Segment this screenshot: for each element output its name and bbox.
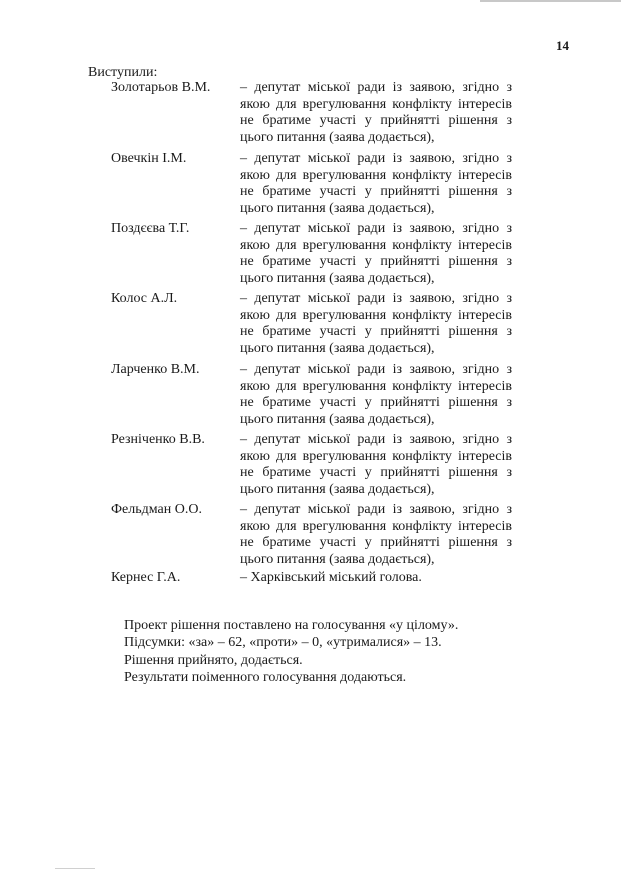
scan-edge-line <box>55 868 95 869</box>
summary-line: Підсумки: «за» – 62, «проти» – 0, «утрималися» – 13. <box>124 635 442 651</box>
speaker-remark: – депутат міської ради із заявою, згідно з якою для врегулювання конфлікту інтересів не братиме участі у прийнятті рішення з цього питання (заява додається), <box>240 502 512 567</box>
speaker-name: Кернес Г.А. <box>111 570 181 585</box>
speaker-name: Резніченко В.В. <box>111 432 205 447</box>
speaker-name: Колос А.Л. <box>111 291 178 306</box>
speaker-remark: – депутат міської ради із заявою, згідно з якою для врегулювання конфлікту інтересів не братиме участі у прийнятті рішення з цього питання (заява додається), <box>240 362 512 427</box>
speaker-remark: – депутат міської ради із заявою, згідно з якою для врегулювання конфлікту інтересів не братиме участі у прийнятті рішення з цього питання (заява додається), <box>240 432 512 497</box>
summary-line: Результати поіменного голосування додаються. <box>124 670 407 686</box>
speaker-name: Овечкін І.М. <box>111 151 187 166</box>
speaker-name: Золотарьов В.М. <box>111 80 211 95</box>
speaker-name: Ларченко В.М. <box>111 362 200 377</box>
summary-line: Проект рішення поставлено на голосування «у цілому». <box>124 618 459 633</box>
scan-edge-line <box>480 0 621 2</box>
voting-summary <box>124 617 458 687</box>
summary-line: Рішення прийнято, додається. <box>124 652 303 668</box>
speaker-name: Поздєєва Т.Г. <box>111 221 190 236</box>
speaker-remark: – депутат міської ради із заявою, згідно з якою для врегулювання конфлікту інтересів не братиме участі у прийнятті рішення з цього питання (заява додається), <box>240 80 512 145</box>
speaker-remark: – Харківський міський голова. <box>240 570 422 585</box>
speaker-remark: – депутат міської ради із заявою, згідно з якою для врегулювання конфлікту інтересів не братиме участі у прийнятті рішення з цього питання (заява додається), <box>240 221 512 286</box>
speakers-heading: Виступили: <box>88 65 158 80</box>
page-number: 14 <box>556 38 569 53</box>
speaker-name: Фельдман О.О. <box>111 502 202 517</box>
speaker-remark: – депутат міської ради із заявою, згідно з якою для врегулювання конфлікту інтересів не братиме участі у прийнятті рішення з цього питання (заява додається), <box>240 151 512 216</box>
speaker-remark: – депутат міської ради із заявою, згідно з якою для врегулювання конфлікту інтересів не братиме участі у прийнятті рішення з цього питання (заява додається), <box>240 291 512 356</box>
